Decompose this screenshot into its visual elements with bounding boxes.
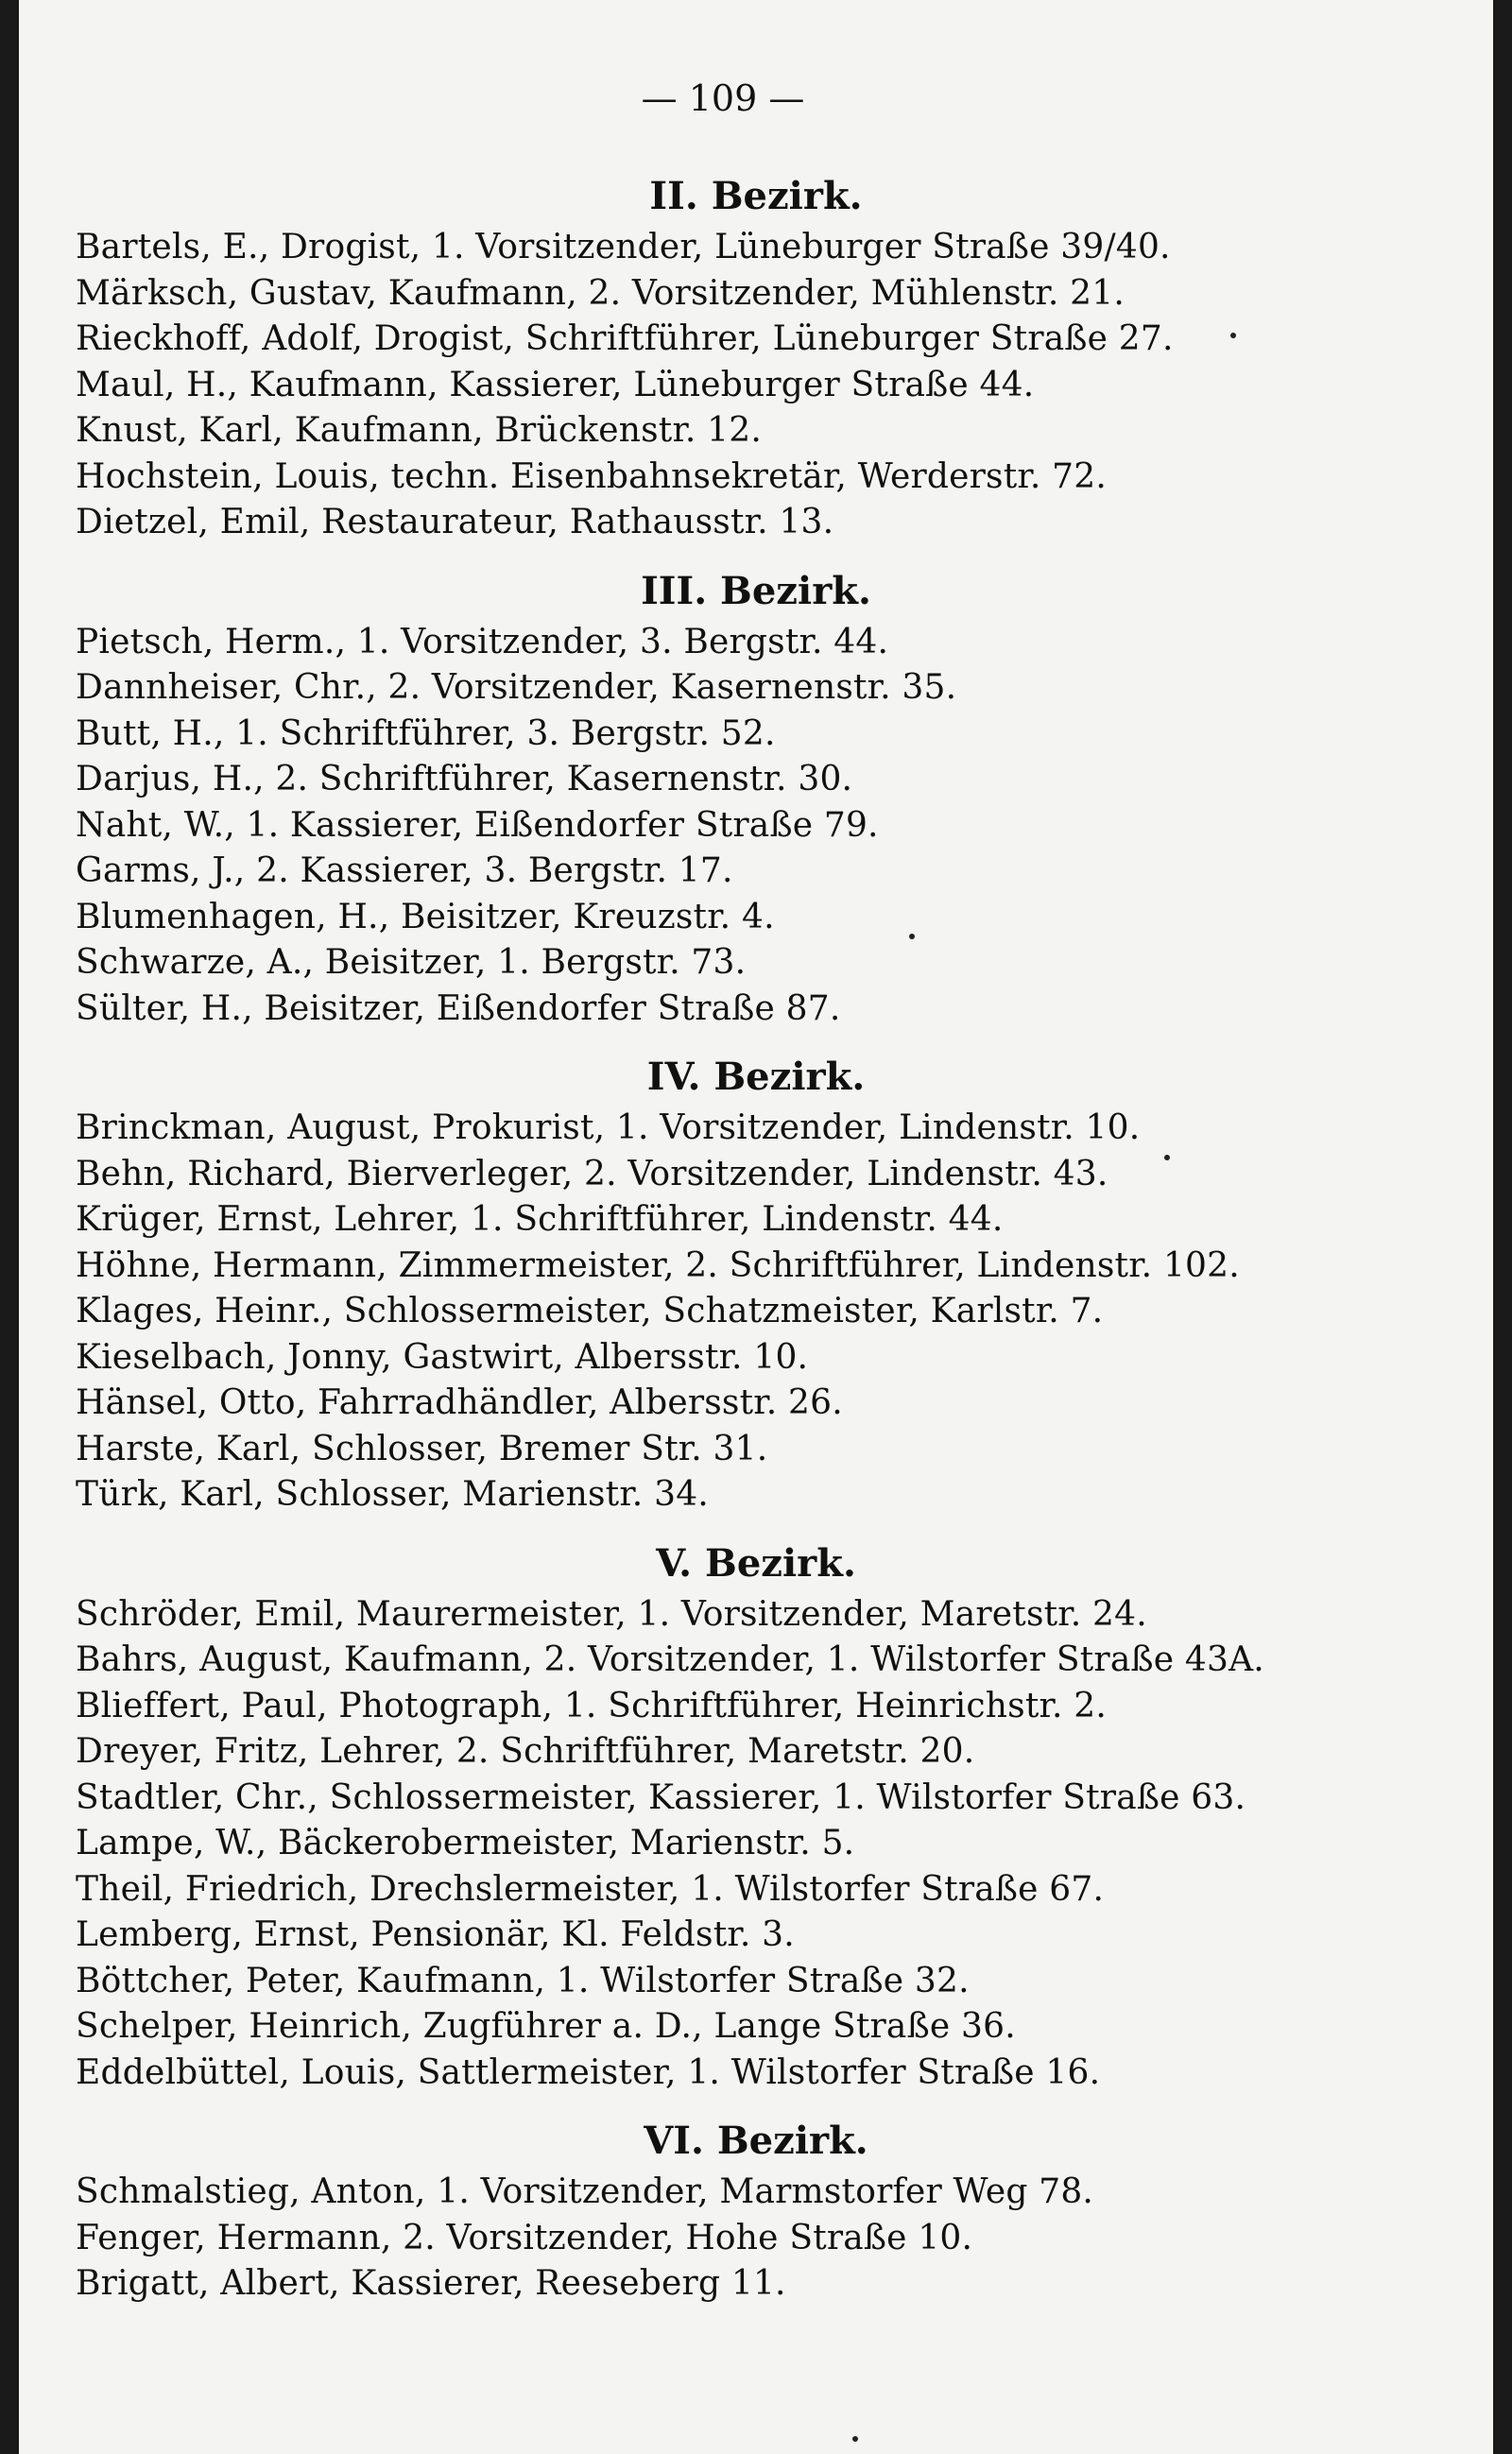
member-entry: Dietzel, Emil, Restaurateur, Rathausstr. 13. [76, 503, 834, 541]
member-entry: Pietsch, Herm., 1. Vorsitzender, 3. Bergstr. 44. [76, 622, 889, 661]
member-entry: Schelper, Heinrich, Zugführer a. D., Lange Straße 36. [76, 2007, 1016, 2046]
member-entry: Hochstein, Louis, techn. Eisenbahnsekretär, Werderstr. 72. [76, 456, 1107, 496]
member-entry: Lemberg, Ernst, Pensionär, Kl. Feldstr. 3. [76, 1915, 795, 1954]
member-entry: Kieselbach, Jonny, Gastwirt, Albersstr. 10. [76, 1337, 809, 1377]
member-entry: Klages, Heinr., Schlossermeister, Schatzmeister, Karlstr. 7. [76, 1292, 1104, 1330]
member-entry: Blumenhagen, H., Beisitzer, Kreuzstr. 4. [76, 897, 775, 936]
member-entry: Bahrs, August, Kaufmann, 2. Vorsitzender, 1. Wilstorfer Straße 43A. [76, 1640, 1264, 1679]
member-entry: Harste, Karl, Schlosser, Bremer Str. 31. [76, 1429, 768, 1468]
member-entry: Hänsel, Otto, Fahrradhändler, Albersstr. 26. [76, 1383, 843, 1422]
member-entry: Böttcher, Peter, Kaufmann, 1. Wilstorfer Straße 32. [76, 1961, 970, 2000]
section-heading: II. Bezirk. [649, 174, 863, 218]
print-speck [1164, 1155, 1170, 1160]
member-entry: Rieckhoff, Adolf, Drogist, Schriftführer, Lüneburger Straße 27. [76, 319, 1174, 358]
member-entry: Schröder, Emil, Maurermeister, 1. Vorsitzender, Maretstr. 24. [76, 1594, 1147, 1634]
member-entry: Darjus, H., 2. Schriftführer, Kasernenstr. 30. [76, 760, 853, 798]
member-entry: Garms, J., 2. Kassierer, 3. Bergstr. 17. [76, 851, 733, 890]
print-speck [1230, 333, 1236, 338]
district-directory [76, 168, 1436, 2308]
member-entry: Maul, H., Kaufmann, Kassierer, Lüneburger Straße 44. [76, 365, 1035, 404]
member-entry: Brinckman, August, Prokurist, 1. Vorsitzender, Lindenstr. 10. [76, 1108, 1141, 1147]
member-entry: Butt, H., 1. Schriftführer, 3. Bergstr. 52. [76, 713, 776, 753]
member-entry: Dreyer, Fritz, Lehrer, 2. Schriftführer, Maretstr. 20. [76, 1732, 975, 1771]
member-entry: Behn, Richard, Bierverleger, 2. Vorsitzender, Lindenstr. 43. [76, 1154, 1108, 1193]
member-entry: Knust, Karl, Kaufmann, Brückenstr. 12. [76, 411, 763, 450]
member-entry: Märksch, Gustav, Kaufmann, 2. Vorsitzender, Mühlenstr. 21. [76, 273, 1125, 313]
section-heading: VI. Bezirk. [644, 2119, 868, 2163]
member-entry: Lampe, W., Bäckerobermeister, Marienstr. 5. [76, 1824, 855, 1862]
member-entry: Blieffert, Paul, Photograph, 1. Schriftführer, Heinrichstr. 2. [76, 1686, 1107, 1725]
member-entry: Schmalstieg, Anton, 1. Vorsitzender, Marmstorfer Weg 78. [76, 2172, 1094, 2211]
member-entry: Höhne, Hermann, Zimmermeister, 2. Schriftführer, Lindenstr. 102. [76, 1245, 1240, 1285]
member-entry: Türk, Karl, Schlosser, Marienstr. 34. [76, 1475, 709, 1514]
member-entry: Dannheiser, Chr., 2. Vorsitzender, Kasernenstr. 35. [76, 668, 957, 707]
member-entry: Krüger, Ernst, Lehrer, 1. Schriftführer, Lindenstr. 44. [76, 1200, 1004, 1239]
member-entry: Schwarze, A., Beisitzer, 1. Bergstr. 73. [76, 943, 747, 982]
member-entry: Theil, Friedrich, Drechslermeister, 1. Wilstorfer Straße 67. [76, 1869, 1105, 1909]
member-entry: Naht, W., 1. Kassierer, Eißendorfer Straße 79. [76, 805, 879, 845]
print-speck [909, 934, 915, 939]
member-entry: Bartels, E., Drogist, 1. Vorsitzender, Lüneburger Straße 39/40. [76, 228, 1171, 266]
member-entry: Fenger, Hermann, 2. Vorsitzender, Hohe Straße 10. [76, 2218, 973, 2257]
section-heading: IV. Bezirk. [646, 1055, 866, 1099]
member-entry: Sülter, H., Beisitzer, Eißendorfer Straße 87. [76, 988, 841, 1028]
print-speck [852, 2436, 858, 2442]
section-heading: V. Bezirk. [656, 1540, 856, 1586]
member-entry: Stadtler, Chr., Schlossermeister, Kassierer, 1. Wilstorfer Straße 63. [76, 1777, 1246, 1817]
book-page [19, 0, 1493, 2454]
page-number: — 109 — [641, 77, 805, 119]
member-entry: Eddelbüttel, Louis, Sattlermeister, 1. Wilstorfer Straße 16. [76, 2052, 1101, 2092]
section-heading: III. Bezirk. [641, 568, 871, 613]
member-entry: Brigatt, Albert, Kassierer, Reeseberg 11. [76, 2264, 786, 2303]
